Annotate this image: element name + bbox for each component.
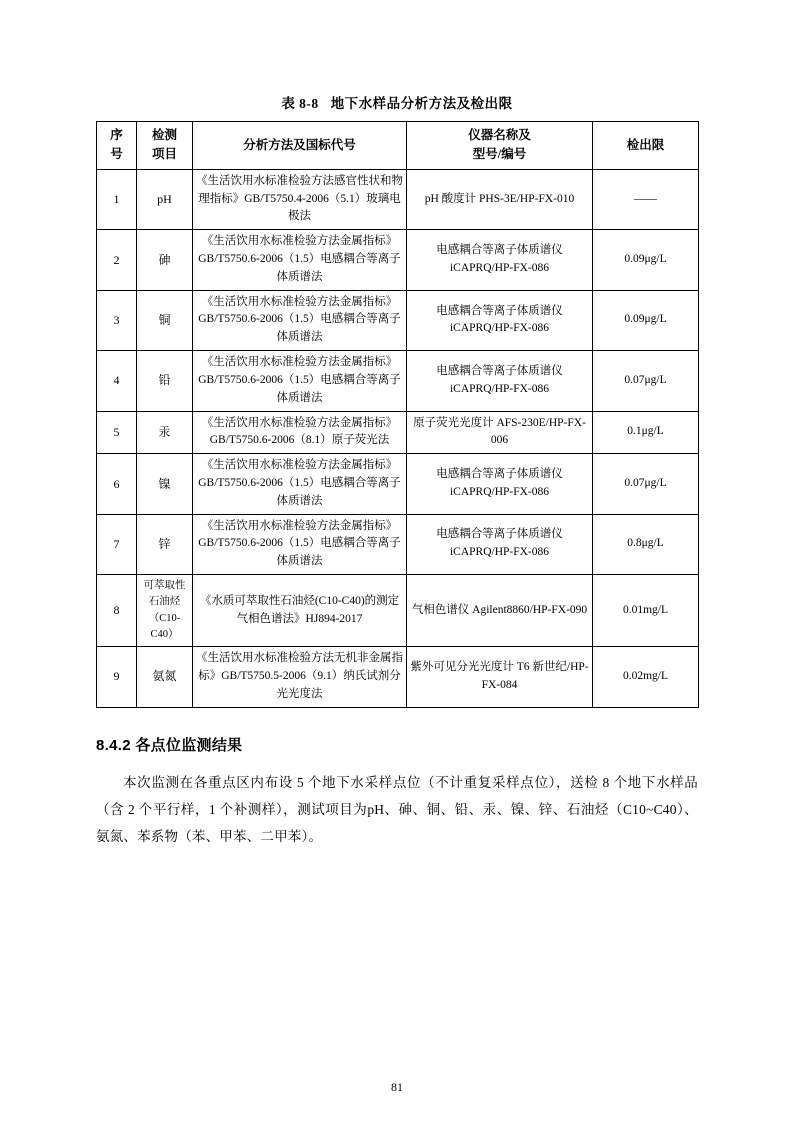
page-number: 81	[391, 1080, 403, 1094]
cell-item: 汞	[137, 411, 193, 454]
cell-item: 铜	[137, 290, 193, 350]
cell-index: 5	[97, 411, 137, 454]
cell-instrument: 电感耦合等离子体质谱仪 iCAPRQ/HP-FX-086	[407, 351, 593, 411]
cell-index: 6	[97, 454, 137, 514]
cell-instrument: 电感耦合等离子体质谱仪 iCAPRQ/HP-FX-086	[407, 454, 593, 514]
table-row	[97, 351, 699, 411]
cell-limit: ——	[593, 169, 699, 229]
column-header-index-line1: 序	[110, 128, 123, 142]
cell-method: 《生活饮用水标准检验方法感官性状和物理指标》GB/T5750.4-2006（5.1）玻璃电极法	[193, 169, 407, 229]
cell-item: 铅	[137, 351, 193, 411]
cell-limit: 0.01mg/L	[593, 575, 699, 647]
table-row	[97, 454, 699, 514]
column-header-index	[97, 122, 137, 170]
column-header-item-line1: 检测	[151, 128, 177, 142]
table-caption	[96, 92, 698, 112]
table-caption-number: 表 8-8	[281, 96, 319, 111]
cell-index: 3	[97, 290, 137, 350]
cell-item: 氨氮	[137, 647, 193, 707]
table-row	[97, 514, 699, 574]
cell-instrument: 紫外可见分光光度计 T6 新世纪/HP-FX-084	[407, 647, 593, 707]
cell-limit: 0.07μg/L	[593, 454, 699, 514]
cell-limit: 0.1μg/L	[593, 411, 699, 454]
table-header-row	[97, 122, 699, 170]
cell-method: 《生活饮用水标准检验方法金属指标》GB/T5750.6-2006（1.5）电感耦合等离子体质谱法	[193, 290, 407, 350]
section-heading: 8.4.2 各点位监测结果	[96, 736, 243, 754]
cell-item: 可萃取性石油烃（C10-C40）	[137, 575, 193, 647]
cell-index: 1	[97, 169, 137, 229]
table-row	[97, 411, 699, 454]
column-header-limit: 检出限	[593, 122, 699, 170]
cell-instrument: 电感耦合等离子体质谱仪 iCAPRQ/HP-FX-086	[407, 290, 593, 350]
cell-index: 2	[97, 230, 137, 290]
table-row	[97, 647, 699, 707]
cell-method: 《生活饮用水标准检验方法金属指标》GB/T5750.6-2006（1.5）电感耦合等离子体质谱法	[193, 454, 407, 514]
cell-method: 《生活饮用水标准检验方法金属指标》GB/T5750.6-2006（1.5）电感耦合等离子体质谱法	[193, 514, 407, 574]
cell-method: 《生活饮用水标准检验方法金属指标》GB/T5750.6-2006（1.5）电感耦合等离子体质谱法	[193, 351, 407, 411]
cell-index: 8	[97, 575, 137, 647]
cell-limit: 0.09μg/L	[593, 290, 699, 350]
cell-index: 4	[97, 351, 137, 411]
cell-method: 《生活饮用水标准检验方法金属指标》GB/T5750.6-2006（8.1）原子荧光法	[193, 411, 407, 454]
column-header-instrument-line1: 仪器名称及	[468, 128, 531, 142]
cell-instrument: 气相色谱仪 Agilent8860/HP-FX-090	[407, 575, 593, 647]
cell-item: 锌	[137, 514, 193, 574]
section-paragraph: 本次监测在各重点区内布设 5 个地下水采样点位（不计重复采样点位），送检 8 个地下水样品（含 2 个平行样，1 个补测样），测试项目为pH、砷、铜、铅、汞、镍、锌、石油烃（C10~C40）、氨氮、苯系物（苯、甲苯、二甲苯）。	[96, 774, 698, 844]
table-row	[97, 169, 699, 229]
groundwater-analysis-table	[96, 121, 699, 708]
cell-instrument: 电感耦合等离子体质谱仪 iCAPRQ/HP-FX-086	[407, 514, 593, 574]
cell-instrument: 电感耦合等离子体质谱仪 iCAPRQ/HP-FX-086	[407, 230, 593, 290]
cell-item: 镍	[137, 454, 193, 514]
column-header-index-line2: 号	[110, 147, 123, 162]
cell-method: 《生活饮用水标准检验方法无机非金属指标》GB/T5750.5-2006（9.1）纳氏试剂分光光度法	[193, 647, 407, 707]
cell-limit: 0.07μg/L	[593, 351, 699, 411]
cell-index: 9	[97, 647, 137, 707]
cell-item: 砷	[137, 230, 193, 290]
cell-method: 《水质可萃取性石油烃(C10-C40)的测定气相色谱法》HJ894-2017	[193, 575, 407, 647]
table-caption-text: 地下水样品分析方法及检出限	[330, 96, 513, 111]
cell-item: pH	[137, 169, 193, 229]
table-row	[97, 230, 699, 290]
cell-instrument: 原子荧光光度计 AFS-230E/HP-FX-006	[407, 411, 593, 454]
cell-index: 7	[97, 514, 137, 574]
column-header-item-line2: 项目	[151, 147, 177, 162]
cell-limit: 0.8μg/L	[593, 514, 699, 574]
cell-method: 《生活饮用水标准检验方法金属指标》GB/T5750.6-2006（1.5）电感耦合等离子体质谱法	[193, 230, 407, 290]
cell-instrument: pH 酸度计 PHS-3E/HP-FX-010	[407, 169, 593, 229]
table-row	[97, 290, 699, 350]
column-header-instrument	[407, 122, 593, 170]
column-header-method: 分析方法及国标代号	[193, 122, 407, 170]
column-header-item	[137, 122, 193, 170]
table-row	[97, 575, 699, 647]
cell-limit: 0.09μg/L	[593, 230, 699, 290]
column-header-instrument-line2: 型号/编号	[472, 147, 527, 162]
cell-limit: 0.02mg/L	[593, 647, 699, 707]
